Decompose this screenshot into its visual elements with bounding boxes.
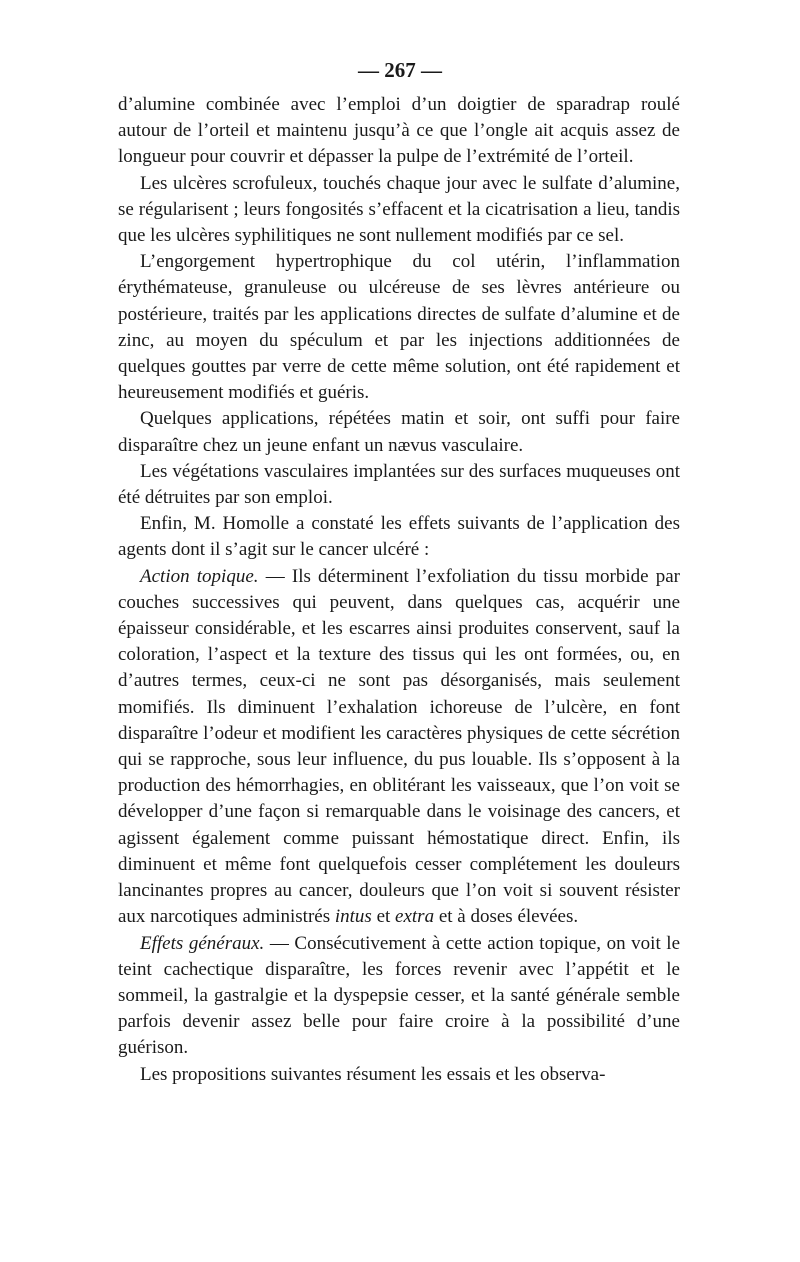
- action-topique-mid: et: [371, 906, 396, 928]
- italic-extra: extra: [395, 906, 435, 928]
- italic-intus: intus: [334, 906, 372, 928]
- heading-action-topique: Action topique.: [140, 565, 259, 587]
- action-topique-tail: et à doses élevées.: [434, 906, 579, 928]
- paragraph-effets-generaux: [118, 931, 680, 1062]
- paragraph-naevus: Quelques applications, répétées matin et soir, ont suffi pour faire disparaître chez un jeune enfant un nævus vasculaire.: [118, 408, 680, 456]
- page-number: — 267 —: [358, 58, 442, 82]
- effets-generaux-text: — Consécutivement à cette action topique, on voit le teint cachectique disparaître, les forces revenir avec l’appétit et le sommeil, la gastralgie et la dyspepsie cesser, et la santé générale semble parfois devenir assez belle pour faire croire à la possibilité d’une guérison.: [118, 932, 680, 1059]
- paragraph-homolle: Enfin, M. Homolle a constaté les effets suivants de l’application des agents dont il s’agit sur le cancer ulcéré :: [118, 513, 680, 561]
- heading-effets-generaux: Effets généraux.: [140, 932, 265, 954]
- paragraph-continuation: d’alumine combinée avec l’emploi d’un doigtier de sparadrap roulé autour de l’orteil et maintenu jusqu’à ce que l’ongle ait acquis assez de longueur pour couvrir et dépasser la pulpe de l’extrémité de l’orteil.: [118, 94, 680, 168]
- action-topique-text: — Ils déterminent l’exfoliation du tissu morbide par couches successives qui peuvent, dans quelques cas, acquérir une épaisseur considérable, et les escarres ainsi produites conservent, sauf la coloration, l’aspect et la texture des tissus qui les ont formées, ou, en d’autres termes, ceux-ci ne sont pas désorganisés, mais seulement momifiés. Ils diminuent l’exhalation ichoreuse de l’ulcère, en font disparaître l’odeur et modifient les caractères physiques de cette sécrétion qui se rapproche, sous leur influence, du pus louable. Ils s’opposent à la production des hémorrhagies, en oblitérant les vaisseaux, que l’on voit se développer d’une façon si remarquable dans le voisinage des cancers, et agissent également comme puissant hémostatique direct. Enfin, ils diminuent et même font quelquefois cesser complétement les douleurs lancinantes propres au cancer, douleurs que l’on voit si souvent résister aux narcotiques administrés: [118, 565, 680, 928]
- paragraph-propositions: Les propositions suivantes résument les essais et les observa-: [140, 1063, 606, 1085]
- paragraph-vegetations: Les végétations vasculaires implantées sur des surfaces muqueuses ont été détruites par son emploi.: [118, 460, 680, 509]
- body-text: [118, 92, 680, 1088]
- paragraph-uterine-engorgement: L’engorgement hypertrophique du col utérin, l’inflammation érythémateuse, granuleuse ou ulcéreuse de ses lèvres antérieure ou postérieure, traités par les applications directes de sulfate d’alumine et de zinc, au moyen du spéculum et par les injections additionnées de quelques gouttes par verre de cette même solution, ont été rapidement et heureusement modifiés et guéris.: [118, 251, 680, 404]
- paragraph-scrofulous-ulcers: Les ulcères scrofuleux, touchés chaque jour avec le sulfate d’alumine, se régularisent ; leurs fongosités s’effacent et la cicatrisation a lieu, tandis que les ulcères syphilitiques ne sont nullement modifiés par ce sel.: [118, 172, 680, 247]
- paragraph-action-topique: [118, 564, 680, 931]
